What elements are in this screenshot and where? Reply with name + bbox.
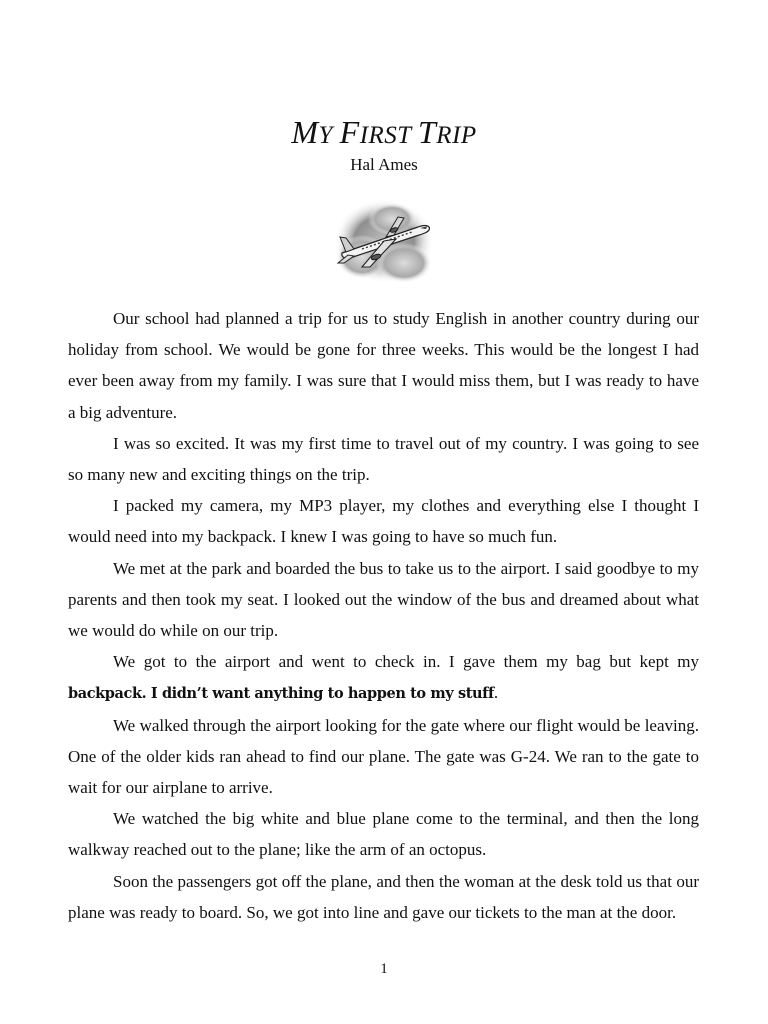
title-initial: M: [291, 114, 319, 150]
title-rest: Y: [318, 122, 340, 149]
paragraph-text: .: [493, 683, 499, 703]
paragraph-text: We got to the airport and went to check in. I gave them my bag but kept my: [113, 652, 699, 672]
story-title: [0, 114, 768, 154]
story-paragraph: [68, 646, 699, 709]
page-number: 1: [380, 961, 388, 977]
bold-text: backpack. I didn’t want anything to happen to my stuff: [68, 685, 494, 703]
story-paragraph: We watched the big white and blue plane come to the terminal, and then the long walkway reached out to the plane; like the arm of an octopus.: [68, 809, 699, 860]
author-name: Hal Ames: [350, 155, 418, 174]
title-rest: IRST: [359, 122, 418, 149]
story-paragraph: I packed my camera, my MP3 player, my clothes and everything else I thought I would need into my backpack. I knew I was going to have so much fun.: [68, 496, 699, 547]
title-initial: T: [418, 114, 437, 150]
story-paragraph: I was so excited. It was my first time to travel out of my country. I was going to see so many new and exciting things on the trip.: [68, 433, 699, 485]
title-rest: RIP: [436, 122, 477, 149]
story-body: [68, 303, 699, 928]
story-paragraph: Soon the passengers got off the plane, and then the woman at the desk told us that our plane was ready to board. So, we got into line and gave our tickets to the man at the door.: [68, 871, 699, 922]
story-paragraph: We met at the park and boarded the bus to take us to the airport. I said goodbye to my parents and then took my seat. I looked out the window of the bus and dreamed about what we would do while on our trip.: [68, 558, 699, 641]
story-paragraph: We walked through the airport looking for the gate where our flight would be leaving. One of the older kids ran ahead to find our plane. The gate was G-24. We ran to the gate to wait for our airplane to arrive.: [68, 715, 699, 798]
story-paragraph: Our school had planned a trip for us to study English in another country during our holiday from school. We would be gone for three weeks. This would be the longest I had ever been away from my family. I was sure that I would miss them, but I was ready to have a big adventure.: [68, 309, 699, 422]
title-initial: F: [339, 114, 360, 150]
airplane-icon: [332, 197, 436, 287]
